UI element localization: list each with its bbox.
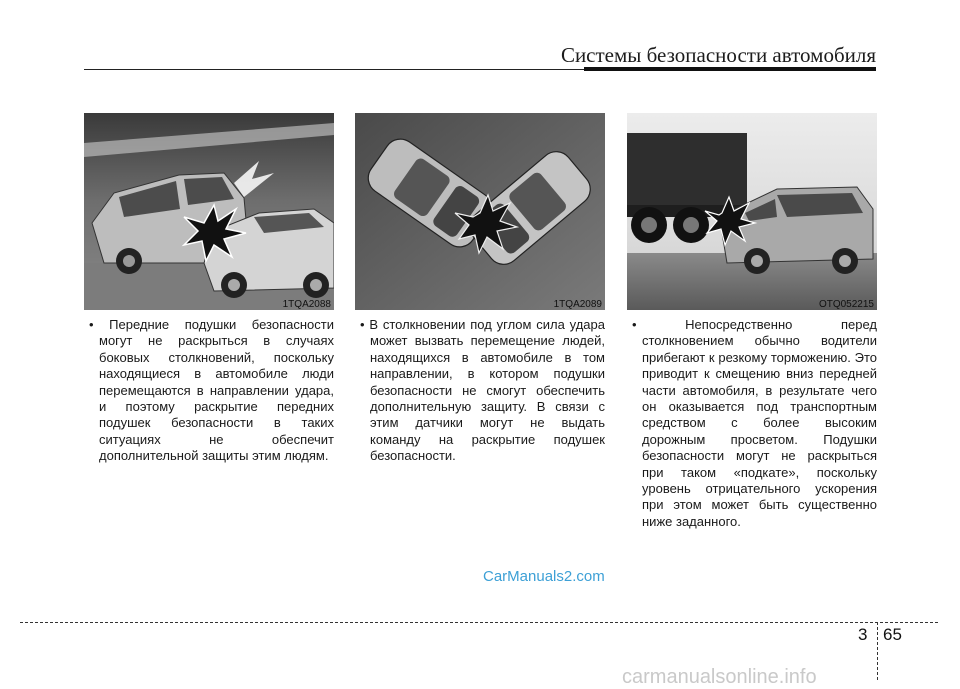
bullet-paragraph: • Непосредственно перед столкновением обычно водители прибегают к резкому торможению. Это приводит к смещению вниз передней части автомобиля, в результате чего он оказывается под транспортным средством с более высоким дорожным просветом. Подушки безопасности могут не раскрыться при таком «подкате», поскольку уровень отрицательного ускорения при этом может быть существенно ниже заданного. <box>632 317 877 529</box>
text-column-underride-collision <box>627 317 877 530</box>
text-column-angle-collision <box>355 317 605 465</box>
page-number: 65 <box>883 625 902 644</box>
chapter-number: 3 <box>858 625 868 644</box>
underride-collision-illustration <box>627 113 877 310</box>
figure-code: 1TQA2089 <box>553 299 602 310</box>
site-watermark-link[interactable]: CarManuals2.com <box>483 568 605 585</box>
bullet-paragraph: • В столкновении под углом сила удара может вызвать перемещение людей, находящихся в автомобиле в том направлении, в котором подушки безопасности не смогут обеспечить дополнительную защиту. В связи с этим датчики могут не выдать команду на раскрытие подушек безопасности. <box>360 317 605 464</box>
figure-code: OTQ052215 <box>818 299 874 310</box>
header-divider-thick <box>584 67 876 71</box>
figure-underride-collision <box>627 113 877 310</box>
header-divider <box>84 69 584 70</box>
text-column-side-collision <box>84 317 334 465</box>
figure-side-collision <box>84 113 334 310</box>
figure-angle-collision <box>355 113 605 310</box>
footer-divider <box>20 622 938 623</box>
figure-code: 1TQA2088 <box>282 299 331 310</box>
bullet-paragraph: • Передние подушки безопасности могут не раскрыться в случаях боковых столкновений, поскольку находящиеся в автомобиле люди перемещаются в направлении удара, и поэтому раскрытие передних подушек безопасности в таких ситуациях не обеспечит дополнительной защиты этим людям. <box>89 317 334 464</box>
angle-collision-illustration <box>355 113 605 310</box>
footer-vertical-divider <box>877 622 878 680</box>
side-collision-illustration <box>84 113 334 310</box>
page-header-title: Системы безопасности автомобиля <box>560 43 876 67</box>
bottom-watermark: carmanualsonline.info <box>622 666 817 688</box>
